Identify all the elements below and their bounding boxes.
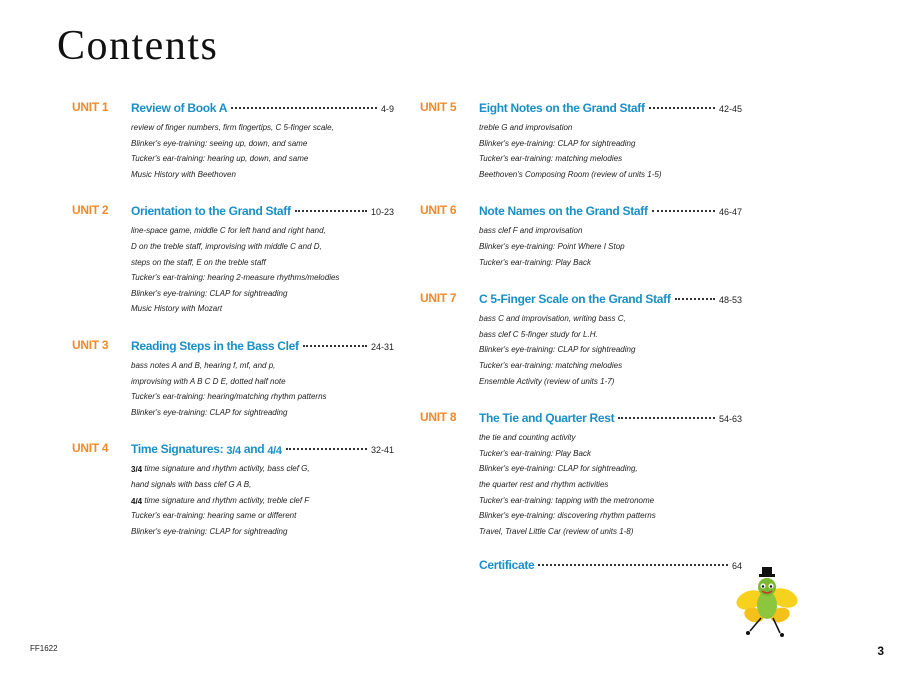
- dot-leader: [231, 107, 377, 109]
- time-signature-3-4: 3/4: [226, 445, 241, 458]
- unit-description: [479, 311, 742, 389]
- ladybug-mascot-icon: [728, 565, 808, 640]
- dot-leader: [652, 210, 715, 212]
- unit-title: Note Names on the Grand Staff: [479, 204, 648, 219]
- unit-2: [72, 203, 394, 317]
- unit-title: Review of Book A: [131, 101, 228, 115]
- unit-label: UNIT 3: [72, 337, 109, 352]
- certificate-heading[interactable]: [479, 557, 742, 574]
- description-line: Tucker's ear-training: hearing up, down, and same: [131, 154, 309, 164]
- unit-heading[interactable]: [131, 100, 394, 117]
- unit-pages: 4-9: [380, 104, 394, 114]
- page-number: 3: [877, 644, 884, 658]
- description-line: Travel, Travel Little Car (review of units 1-8): [479, 526, 634, 536]
- description-line: Tucker's ear-training: matching melodies: [479, 154, 623, 164]
- unit-heading[interactable]: [479, 291, 742, 308]
- dot-leader: [618, 417, 715, 419]
- unit-pages: 42-45: [718, 104, 742, 114]
- unit-label: UNIT 1: [72, 100, 109, 114]
- description-line: [131, 461, 394, 477]
- unit-3: [72, 338, 394, 420]
- unit-label: UNIT 4: [72, 441, 109, 456]
- dot-leader: [675, 298, 715, 300]
- unit-pages: 32-41: [370, 445, 394, 456]
- description-line: Tucker's ear-training: Play Back: [479, 257, 591, 267]
- description-line: Music History with Beethoven: [131, 169, 236, 179]
- description-line: [131, 493, 394, 509]
- unit-heading[interactable]: [479, 410, 742, 427]
- unit-7: [420, 291, 742, 389]
- description-line: treble G and improvisation: [479, 123, 573, 132]
- unit-6: [420, 203, 742, 270]
- unit-title: The Tie and Quarter Rest: [479, 411, 615, 426]
- unit-heading[interactable]: [131, 338, 394, 355]
- unit-title: Reading Steps in the Bass Clef: [131, 338, 299, 353]
- certificate-pages: 64: [731, 561, 742, 572]
- description-line: Blinker's eye-training: seeing up, down, and same: [131, 138, 308, 148]
- unit-heading[interactable]: [131, 203, 394, 220]
- unit-title: Eight Notes on the Grand Staff: [479, 101, 645, 115]
- description-line: the tie and counting activity: [479, 433, 576, 443]
- certificate-entry: [420, 557, 742, 574]
- dot-leader: [303, 345, 367, 347]
- unit-description: [131, 223, 394, 317]
- unit-8: [420, 410, 742, 539]
- description-line: Music History with Mozart: [131, 304, 223, 314]
- unit-description: [131, 358, 394, 420]
- description-line: bass clef F and improvisation: [479, 226, 583, 236]
- footer-code: FF1622: [30, 644, 58, 653]
- description-line: review of finger numbers, firm fingertips, C 5-finger scale,: [131, 123, 334, 132]
- unit-pages: 24-31: [370, 341, 394, 352]
- description-line: Tucker's ear-training: hearing 2-measure rhythms/melodies: [131, 273, 340, 283]
- description-line: Tucker's ear-training: hearing/matching rhythm patterns: [131, 392, 327, 402]
- description-line: bass notes A and B, hearing f, mf, and p,: [131, 360, 276, 370]
- description-line: steps on the staff, E on the treble staff: [131, 257, 266, 267]
- description-line: Blinker's eye-training: CLAP for sightreading: [131, 526, 288, 536]
- unit-1: [72, 100, 394, 182]
- unit-title-and: and: [243, 442, 265, 457]
- description-line: hand signals with bass clef G A B,: [131, 479, 252, 489]
- unit-label: UNIT 2: [72, 203, 109, 218]
- unit-4: [72, 441, 394, 539]
- unit-description: [131, 120, 394, 182]
- description-line: Blinker's eye-training: CLAP for sightreading: [131, 288, 288, 298]
- unit-heading[interactable]: [479, 100, 742, 117]
- description-line: line-space game, middle C for left hand and right hand,: [131, 226, 326, 236]
- unit-label: UNIT 5: [420, 100, 457, 114]
- unit-title: C 5-Finger Scale on the Grand Staff: [479, 292, 671, 307]
- unit-label: UNIT 6: [420, 203, 457, 218]
- unit-heading[interactable]: [131, 441, 394, 458]
- unit-pages: 10-23: [370, 207, 394, 218]
- description-line: Blinker's eye-training: discovering rhythm patterns: [479, 511, 656, 521]
- description-line: Tucker's ear-training: tapping with the metronome: [479, 495, 655, 505]
- certificate-title: Certificate: [479, 558, 535, 573]
- unit-title: [131, 441, 282, 457]
- description-line: Blinker's eye-training: Point Where I Stop: [479, 241, 625, 251]
- description-line: D on the treble staff, improvising with middle C and D,: [131, 241, 322, 251]
- description-line: the quarter rest and rhythm activities: [479, 479, 609, 489]
- unit-pages: 54-63: [718, 414, 742, 425]
- unit-description: [479, 430, 742, 539]
- description-line: bass clef C 5-finger study for L.H.: [479, 329, 598, 339]
- description-line: Blinker's eye-training: CLAP for sightreading: [479, 345, 636, 355]
- unit-description: [131, 461, 394, 539]
- description-line: Beethoven's Composing Room (review of units 1-5): [479, 169, 662, 179]
- unit-title-text: Time Signatures:: [131, 442, 224, 457]
- description-text: time signature and rhythm activity, treble clef F: [144, 495, 310, 505]
- description-line: Tucker's ear-training: hearing same or different: [131, 511, 297, 521]
- unit-pages: 46-47: [718, 207, 742, 218]
- description-line: Ensemble Activity (review of units 1-7): [479, 376, 615, 386]
- time-signature-4-4: 4/4: [131, 496, 143, 506]
- description-text: time signature and rhythm activity, bass clef G,: [144, 464, 310, 474]
- description-line: Tucker's ear-training: matching melodies: [479, 360, 623, 370]
- description-line: Tucker's ear-training: Play Back: [479, 448, 591, 458]
- dot-leader: [538, 564, 728, 566]
- description-line: improvising with A B C D E, dotted half note: [131, 376, 286, 386]
- unit-label: UNIT 8: [420, 410, 457, 425]
- unit-label: UNIT 7: [420, 291, 457, 306]
- description-line: Blinker's eye-training: CLAP for sightreading: [131, 407, 288, 417]
- description-line: bass C and improvisation, writing bass C,: [479, 314, 626, 324]
- unit-description: [479, 120, 742, 182]
- unit-pages: 48-53: [718, 295, 742, 306]
- unit-heading[interactable]: [479, 203, 742, 220]
- contents-column-left: [72, 100, 394, 539]
- contents-column-right: [420, 100, 742, 574]
- dot-leader: [295, 210, 367, 212]
- unit-title: Orientation to the Grand Staff: [131, 204, 291, 219]
- unit-description: [479, 223, 742, 270]
- description-line: Blinker's eye-training: CLAP for sightreading,: [479, 464, 638, 474]
- dot-leader: [649, 107, 715, 109]
- page-title: Contents: [57, 23, 219, 69]
- time-signature-4-4: 4/4: [267, 445, 282, 458]
- time-signature-3-4: 3/4: [131, 465, 143, 475]
- unit-5: [420, 100, 742, 182]
- dot-leader: [286, 448, 367, 450]
- description-line: Blinker's eye-training: CLAP for sightreading: [479, 138, 636, 148]
